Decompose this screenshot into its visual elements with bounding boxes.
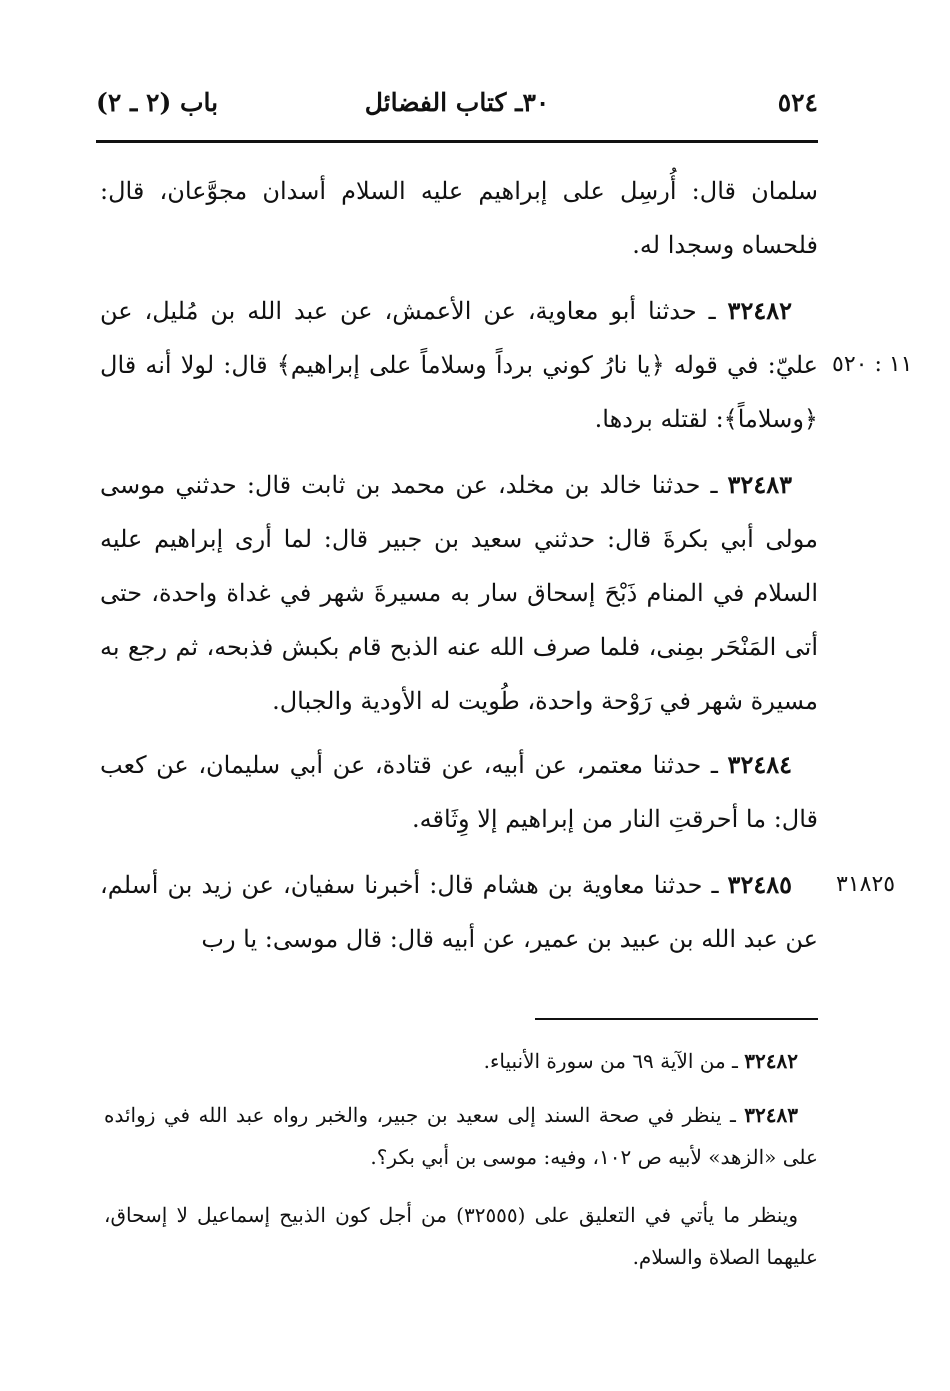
hadith-text: ـ حدثنا معتمر، عن أبيه، عن قتادة، عن أبي سليمان، عن كعب قال: ما أحرقتِ النار من إبراهيم إلا وِثَاقه.	[100, 751, 818, 833]
page-header	[96, 88, 818, 138]
hadith-32485	[100, 858, 818, 966]
footnote-separator	[535, 1018, 818, 1020]
hadith-32482	[100, 284, 818, 446]
book-title: ٣٠ـ كتاب الفضائل	[364, 88, 550, 117]
hadith-number: ٣٢٤٨٥	[727, 870, 792, 899]
hadith-number: ٣٢٤٨٢	[727, 296, 792, 325]
hadith-32483	[100, 458, 818, 728]
page-number: ٥٢٤	[777, 88, 818, 117]
margin-reference: ١١ : ٥٢٠	[832, 352, 913, 377]
footnote-text: وينظر ما يأتي في التعليق على (٣٢٥٥٥) من أجل كون الذبيح إسماعيل لا إسحاق، عليهما الصلاة والسلام.	[104, 1203, 818, 1269]
hadith-text: ـ حدثنا أبو معاوية، عن الأعمش، عن عبد الله بن مُليل، عن عليّ: في قوله ﴿يا نارُ كوني برداً وسلاماً على إبراهيم﴾ قال: لولا أنه قال ﴿وسلاماً﴾: لقتله بردها.	[100, 297, 818, 433]
footnote-text: ـ من الآية ٦٩ من سورة الأنبياء.	[483, 1049, 738, 1073]
chapter-label: باب (٢ ـ ٢)	[96, 88, 219, 117]
hadith-32484	[100, 738, 818, 846]
footnote-32482	[104, 1040, 818, 1082]
hadith-text: ـ حدثنا معاوية بن هشام قال: أخبرنا سفيان، عن زيد بن أسلم، عن عبد الله بن عبيد بن عمير، عن أبيه قال: قال موسى: يا رب	[100, 871, 818, 953]
hadith-number: ٣٢٤٨٤	[727, 750, 792, 779]
paragraph-continued	[100, 164, 818, 272]
header-rule	[96, 140, 818, 143]
margin-reference: ٣١٨٢٥	[836, 872, 896, 897]
footnote-continued	[104, 1194, 818, 1278]
hadith-text: ـ حدثنا خالد بن مخلد، عن محمد بن ثابت قال: حدثني موسى مولى أبي بكرةَ قال: حدثني سعيد بن جبير قال: لما أرى إبراهيم عليه السلام في المنام ذَبْحَ إسحاق سار به مسيرةَ شهر في غداة واحدة، حتى أتى المَنْحَر بمِنى، فلما صرف الله عنه الذبح قام بكبش فذبحه، ثم رجع به مسيرة شهر في رَوْحة واحدة، طُويت له الأودية والجبال.	[100, 471, 818, 715]
paragraph-text: سلمان قال: أُرسِل على إبراهيم عليه السلام أسدان مجوَّعان، قال: فلحساه وسجدا له.	[100, 177, 818, 259]
footnote-text: ـ ينظر في صحة السند إلى سعيد بن جبير، والخبر رواه عبد الله في زوائده على «الزهد» لأبيه ص ١٠٢، وفيه: موسى بن أبي بكر؟.	[104, 1103, 818, 1169]
hadith-number: ٣٢٤٨٣	[727, 470, 792, 499]
footnote-number: ٣٢٤٨٢	[744, 1049, 798, 1073]
footnote-32483	[104, 1094, 818, 1178]
footnote-number: ٣٢٤٨٣	[744, 1103, 798, 1127]
